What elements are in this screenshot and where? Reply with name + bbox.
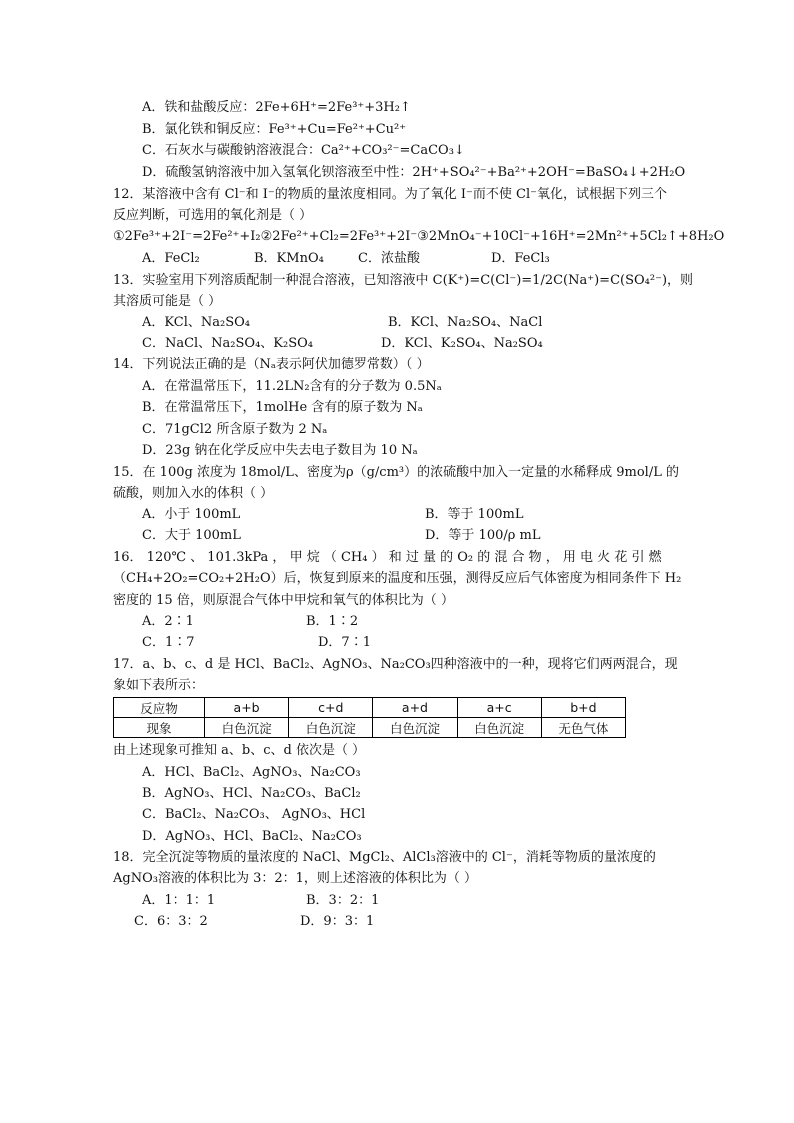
- q18-option-a: A．1：1：1: [142, 893, 216, 908]
- q17-option-c: C．BaCl₂、Na₂CO₃、 AgNO₃、HCl: [142, 807, 366, 822]
- table-cell: c+d: [289, 698, 373, 718]
- q16-option-c: C．1∶7: [142, 635, 195, 650]
- q12-option-a: A．FeCl₂: [142, 251, 200, 266]
- q16-stem-line3: 密度的 15 倍，则原混合气体中甲烷和氧气的体积比为（ ）: [113, 593, 454, 608]
- table-cell: 无色气体: [541, 718, 625, 738]
- q13-option-a: A．KCl、Na₂SO₄: [142, 315, 250, 330]
- q13-option-c: C．NaCl、Na₂SO₄、K₂SO₄: [142, 336, 313, 351]
- q14-option-c: C．71gCl2 所含原子数为 2 Nₐ: [142, 422, 328, 437]
- q18-option-c: C．6：3：2: [134, 914, 208, 929]
- q17-stem-line2: 象如下表所示：: [113, 678, 205, 693]
- q16-option-b: B．1∶2: [306, 614, 359, 629]
- q17-option-d: D．AgNO₃、HCl、BaCl₂、Na₂CO₃: [142, 829, 362, 844]
- q15-option-a: A．小于 100mL: [142, 507, 241, 522]
- table-cell: 白色沉淀: [205, 718, 289, 738]
- q12-option-c: C．浓盐酸: [358, 251, 420, 266]
- table-cell: 白色沉淀: [457, 718, 541, 738]
- q17-stem-line1: 17．a、b、c、d 是 HCl、BaCl₂、AgNO₃、Na₂CO₃四种溶液中的一种，现将它们两两混合，现: [113, 657, 678, 672]
- q13-option-d: D．KCl、K₂SO₄、Na₂SO₄: [381, 336, 543, 351]
- q18-option-b: B．3：2：1: [306, 893, 380, 908]
- q17-option-a: A．HCl、BaCl₂、AgNO₃、Na₂CO₃: [142, 765, 361, 780]
- q16-stem-line2: （CH₄+2O₂=CO₂+2H₂O）后，恢复到原来的温度和压强，测得反应后气体密度为相同条件下 H₂: [113, 571, 682, 586]
- q14-stem: 14．下列说法正确的是（Nₐ表示阿伏加德罗常数）（ ）: [113, 357, 430, 372]
- reaction-table: [113, 697, 626, 738]
- q15-stem-line2: 硫酸，则加入水的体积（ ）: [113, 486, 274, 501]
- q16-stem-line1: 16． 120℃ 、 101.3kPa ， 甲 烷 （ CH₄ ） 和 过 量 的 O₂ 的 混 合 物 ， 用 电 火 花 引 燃: [113, 550, 662, 565]
- q13-stem-line1: 13．实验室用下列溶质配制一种混合溶液，已知溶液中 C(K⁺)=C(Cl⁻)=1/2C(Na⁺)=C(SO₄²⁻)，则: [113, 273, 694, 288]
- q17-option-b: B．AgNO₃、HCl、Na₂CO₃、BaCl₂: [142, 786, 361, 801]
- q11-option-d: D．硫酸氢钠溶液中加入氢氧化钡溶液至中性：2H⁺+SO₄²⁻+Ba²⁺+2OH⁻=BaSO₄↓+2H₂O: [142, 165, 686, 180]
- table-cell: 白色沉淀: [289, 718, 373, 738]
- table-cell: 现象: [114, 718, 205, 738]
- q12-option-b: B．KMnO₄: [254, 251, 324, 266]
- q17-stem-line3: 由上述现象可推知 a、b、c、d 依次是（ ）: [113, 743, 366, 758]
- q12-option-d: D．FeCl₃: [491, 251, 550, 266]
- table-cell: b+d: [541, 698, 625, 718]
- q18-stem-line2: AgNO₃溶液的体积比为 3：2：1，则上述溶液的体积比为（ ）: [113, 871, 478, 886]
- q11-option-b: B．氯化铁和铜反应：Fe³⁺+Cu=Fe²⁺+Cu²⁺: [142, 122, 407, 137]
- q15-stem-line1: 15．在 100g 浓度为 18mol/L、密度为ρ（g/cm³）的浓硫酸中加入一定量的水稀释成 9mol/L 的: [113, 465, 679, 480]
- q15-option-d: D．等于 100/ρ mL: [425, 528, 541, 543]
- q14-option-a: A．在常温常压下，11.2LN₂含有的分子数为 0.5Nₐ: [142, 379, 442, 394]
- table-header-row: [114, 698, 626, 718]
- q18-stem-line1: 18．完全沉淀等物质的量浓度的 NaCl、MgCl₂、AlCl₃溶液中的 Cl⁻，消耗等物质的量浓度的: [113, 850, 656, 865]
- q16-option-a: A．2∶1: [142, 614, 194, 629]
- q13-option-b: B．KCl、Na₂SO₄、NaCl: [388, 315, 543, 330]
- table-cell: a+c: [457, 698, 541, 718]
- q12-stem-line2: 反应判断，可选用的氧化剂是（ ）: [113, 208, 313, 223]
- q12-stem-line1: 12．某溶液中含有 Cl⁻和 I⁻的物质的量浓度相同。为了氧化 I⁻而不使 Cl⁻氧化，试根据下列三个: [113, 187, 667, 202]
- table-cell: a+d: [373, 698, 457, 718]
- q11-option-c: C．石灰水与碳酸钠溶液混合：Ca²⁺+CO₃²⁻=CaCO₃↓: [142, 143, 465, 158]
- q14-option-d: D．23g 钠在化学反应中失去电子数目为 10 Nₐ: [142, 443, 418, 458]
- q13-stem-line2: 其溶质可能是（ ）: [113, 294, 222, 309]
- table-cell: 白色沉淀: [373, 718, 457, 738]
- q15-option-c: C．大于 100mL: [142, 528, 241, 543]
- q18-option-d: D．9：3：1: [300, 914, 375, 929]
- table-cell: a+b: [205, 698, 289, 718]
- q12-reactions: ①2Fe³⁺+2I⁻=2Fe²⁺+I₂②2Fe²⁺+Cl₂=2Fe³⁺+2I⁻③2MnO₄⁻+10Cl⁻+16H⁺=2Mn²⁺+5Cl₂↑+8H₂O: [113, 229, 725, 244]
- table-row: [114, 718, 626, 738]
- table-cell: 反应物: [114, 698, 205, 718]
- q14-option-b: B．在常温常压下，1molHe 含有的原子数为 Nₐ: [142, 400, 423, 415]
- q15-option-b: B．等于 100mL: [425, 507, 524, 522]
- q16-option-d: D．7∶1: [318, 635, 371, 650]
- q11-option-a: A．铁和盐酸反应：2Fe+6H⁺=2Fe³⁺+3H₂↑: [142, 100, 411, 115]
